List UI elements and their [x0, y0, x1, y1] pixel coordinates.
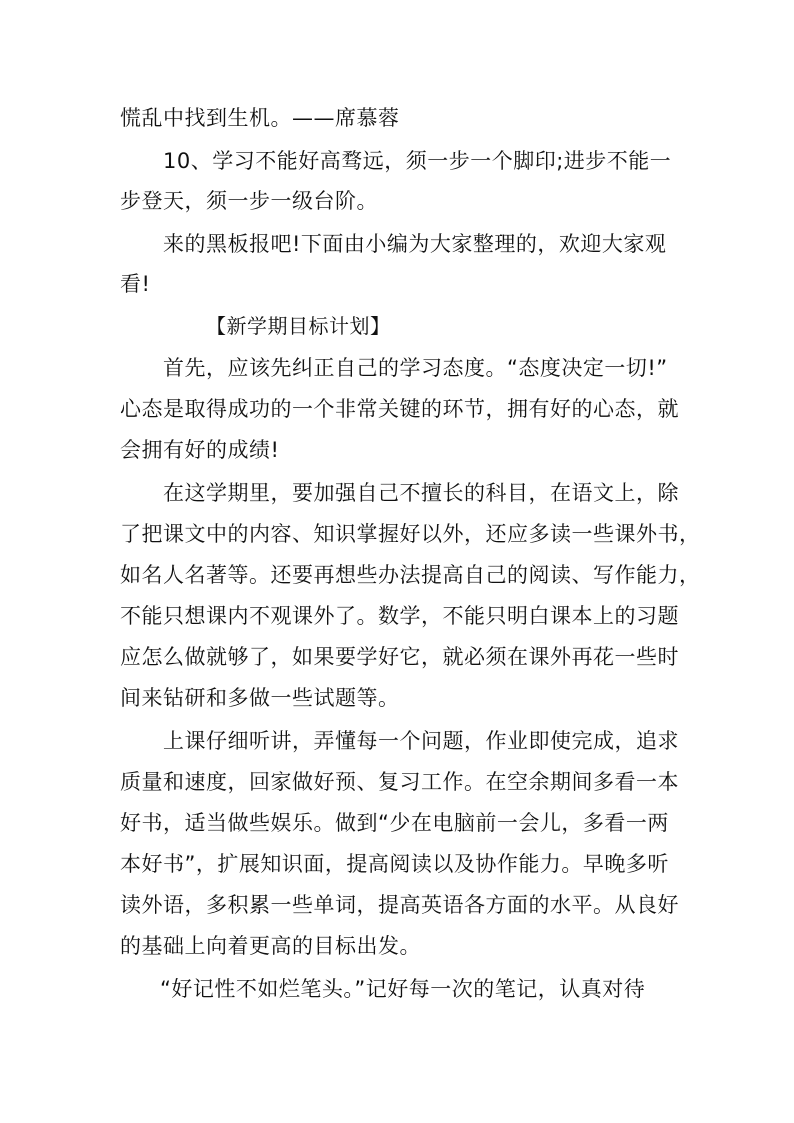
text-line: 不能只想课内不观课外了。数学，不能只明白课本上的习题 [120, 604, 679, 628]
text-line: 看! [120, 272, 151, 296]
text-line: 了把课文中的内容、知识掌握好以外，还应多读一些课外书， [120, 522, 701, 546]
text-line: 好书，适当做些娱乐。做到“少在电脑前一会儿，多看一两 [120, 811, 669, 835]
text-line: 的基础上向着更高的目标出发。 [120, 934, 421, 958]
text-line: 质量和速度，回家做好预、复习工作。在空余期间多看一本 [120, 770, 679, 794]
text-line: 间来钻研和多做一些试题等。 [120, 686, 400, 710]
text-line: 来的黑板报吧!下面由小编为大家整理的，欢迎大家观 [163, 232, 667, 256]
text-line: 心态是取得成功的一个非常关键的环节，拥有好的心态，就 [120, 397, 679, 421]
text-line: “好记性不如烂笔头。”记好每一次的笔记，认真对待 [160, 977, 646, 1001]
text-line: 步登天，须一步一级台阶。 [120, 189, 378, 213]
text-line: 在这学期里，要加强自己不擅长的科目，在语文上，除 [163, 481, 679, 505]
text-line: 会拥有好的成绩! [120, 438, 280, 462]
text-line: 慌乱中找到生机。——席慕蓉 [120, 106, 400, 130]
text-line: 10、学习不能好高骛远，须一步一个脚印;进步不能一 [163, 149, 672, 173]
text-line: 首先，应该先纠正自己的学习态度。“态度决定一切!” [163, 356, 668, 380]
text-line: 应怎么做就够了，如果要学好它，就必须在课外再花一些时 [120, 645, 679, 669]
text-line: 上课仔细听讲，弄懂每一个问题，作业即使完成，追求 [163, 729, 679, 753]
section-heading: 【新学期目标计划】 [206, 314, 391, 338]
text-line: 本好书”，扩展知识面，提高阅读以及协作能力。早晚多听 [120, 852, 669, 876]
text-line: 读外语，多积累一些单词，提高英语各方面的水平。从良好 [120, 893, 679, 917]
text-line: 如名人名著等。还要再想些办法提高自己的阅读、写作能力， [120, 563, 701, 587]
